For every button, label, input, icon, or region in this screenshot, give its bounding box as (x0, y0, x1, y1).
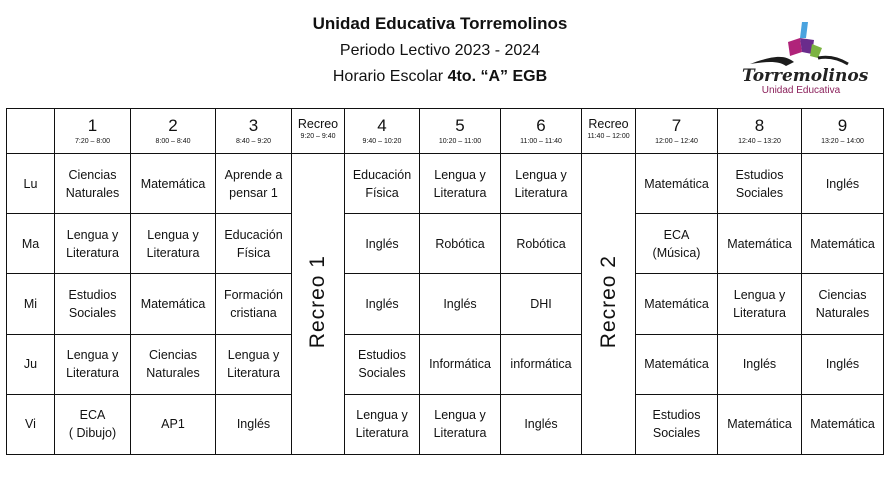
class-subject-line: Literatura (66, 245, 119, 260)
class-subject-line: Estudios (735, 167, 784, 182)
day-label: Lu (7, 154, 55, 214)
period-number: 5 (455, 116, 465, 136)
period-time: 8:00 – 8:40 (155, 138, 191, 146)
class-cell (131, 274, 216, 334)
class-cell (802, 334, 884, 394)
recess-label: Recreo 1 (306, 254, 329, 349)
day-row (7, 394, 884, 454)
class-subject-line: ECA (79, 408, 106, 423)
class-subject-line: Inglés (443, 297, 477, 312)
class-subject-line: Literatura (433, 185, 487, 200)
class-cell (55, 334, 131, 394)
class-cell (802, 154, 884, 214)
period-number: 6 (536, 116, 546, 136)
schedule-table (6, 108, 884, 455)
class-cell (216, 274, 292, 334)
class-subject-line: Lengua y (515, 167, 567, 182)
period-time: 12:00 – 12:40 (655, 138, 698, 146)
period-time: 13:20 – 14:00 (821, 138, 864, 146)
class-subject-line: Matemática (644, 176, 709, 191)
class-cell (501, 154, 582, 214)
class-subject-line: Educación (224, 227, 283, 242)
class-subject-line: Naturales (146, 366, 200, 381)
class-subject-line: Matemática (727, 236, 792, 251)
class-subject-line: Inglés (524, 417, 558, 432)
school-title: Unidad Educativa Torremolinos (312, 14, 568, 33)
recess-column (292, 154, 345, 455)
period-number: 3 (248, 116, 259, 136)
period-header (802, 109, 884, 154)
period-time: 11:00 – 11:40 (520, 138, 562, 146)
class-subject-line: Formación (223, 288, 284, 303)
period-time: 12:40 – 13:20 (738, 138, 781, 146)
class-subject-line: Matemática (810, 236, 875, 251)
day-label: Ju (7, 334, 55, 394)
class-cell (501, 214, 582, 274)
class-subject-line: Matemática (727, 417, 792, 432)
period-number: 2 (168, 116, 178, 136)
class-cell (636, 274, 718, 334)
period-header (582, 109, 636, 154)
period-header (718, 109, 802, 154)
document-header (0, 0, 890, 100)
period-time: 8:40 – 9:20 (235, 138, 272, 146)
class-subject-line: ECA (663, 227, 690, 242)
day-label: Ma (7, 214, 55, 274)
period-time: 9:40 – 10:20 (362, 138, 402, 146)
logo-emblem-icon (742, 18, 860, 70)
day-row (7, 154, 884, 214)
class-subject-line: Matemática (140, 176, 206, 191)
class-subject-line: Inglés (742, 357, 777, 372)
period-time: 9:20 – 9:40 (300, 133, 336, 141)
school-logo (742, 18, 869, 98)
class-subject-line: Ciencias (149, 348, 197, 363)
class-subject-line: pensar 1 (229, 185, 278, 200)
class-subject-line: DHI (530, 297, 552, 312)
school-period: Periodo Lectivo 2023 - 2024 (339, 42, 541, 59)
class-subject-line: Inglés (825, 176, 860, 191)
class-cell (55, 214, 131, 274)
class-subject-line: Literatura (733, 306, 786, 321)
recess-column (582, 154, 636, 455)
class-cell (636, 394, 718, 454)
class-subject-line: Educación (352, 167, 412, 182)
class-cell (216, 214, 292, 274)
class-subject-line: Sociales (735, 185, 784, 200)
class-subject-line: Lengua y (733, 288, 786, 303)
recess-label: Recreo 2 (596, 254, 620, 349)
class-cell (501, 274, 582, 334)
class-subject-line: Matemática (644, 297, 709, 312)
class-subject-line: Robótica (516, 236, 566, 251)
class-subject-line: ( Dibujo) (68, 426, 117, 441)
class-subject-line: Inglés (825, 357, 860, 372)
class-subject-line: Lengua y (434, 167, 486, 182)
period-number: 8 (754, 116, 765, 136)
class-cell (131, 334, 216, 394)
class-subject-line: Literatura (514, 185, 568, 200)
class-subject-line: Aprende a (224, 167, 283, 182)
class-cell (131, 394, 216, 454)
class-subject-line: Ciencias (68, 167, 117, 182)
class-cell (345, 334, 420, 394)
period-time: 10:20 – 11:00 (438, 138, 482, 146)
class-subject-line: Informática (429, 357, 491, 372)
class-subject-line: Inglés (236, 417, 271, 432)
class-cell (216, 154, 292, 214)
class-cell (718, 394, 802, 454)
period-number: 4 (377, 116, 387, 136)
class-cell (501, 334, 582, 394)
class-subject-line: informática (510, 357, 572, 372)
class-subject-line: Lengua y (434, 408, 486, 423)
class-subject-line: Naturales (815, 306, 870, 321)
schedule-prefix: Horario Escolar (332, 68, 448, 85)
class-subject-line: Inglés (365, 297, 399, 312)
logo-subtitle: Unidad Educativa (761, 85, 841, 96)
class-cell (216, 334, 292, 394)
period-time: 11:40 – 12:00 (587, 133, 630, 141)
class-subject-line: Inglés (365, 236, 399, 251)
class-cell (501, 394, 582, 454)
class-cell (345, 274, 420, 334)
recess-header-label: Recreo (297, 117, 339, 132)
day-row (7, 214, 884, 274)
class-subject-line: Ciencias (818, 288, 867, 303)
class-cell (131, 214, 216, 274)
class-cell (420, 334, 501, 394)
corner-cell (7, 109, 55, 154)
class-cell (420, 274, 501, 334)
class-cell (131, 154, 216, 214)
class-cell (216, 394, 292, 454)
class-subject-line: Matemática (140, 297, 206, 312)
class-cell (345, 394, 420, 454)
class-subject-line: Matemática (810, 417, 875, 432)
class-cell (55, 394, 131, 454)
period-number: 7 (671, 116, 682, 136)
class-subject-line: Estudios (68, 288, 117, 303)
logo-wordmark: Torremolinos (742, 66, 869, 86)
class-cell (345, 154, 420, 214)
class-cell (420, 394, 501, 454)
class-subject-line: Lengua y (66, 227, 119, 242)
period-number: 1 (87, 116, 98, 136)
class-cell (420, 154, 501, 214)
class-cell (636, 334, 718, 394)
class-cell (718, 154, 802, 214)
class-subject-line: Estudios (358, 348, 406, 363)
period-header (636, 109, 718, 154)
day-label: Vi (7, 394, 55, 454)
period-header (216, 109, 292, 154)
class-cell (718, 214, 802, 274)
class-cell (345, 214, 420, 274)
period-header (501, 109, 582, 154)
class-subject-line: Sociales (652, 426, 701, 441)
class-cell (636, 214, 718, 274)
class-cell (718, 334, 802, 394)
class-subject-line: (Música) (652, 245, 701, 260)
class-subject-line: Literatura (227, 366, 280, 381)
class-subject-line: AP1 (161, 417, 185, 432)
period-time: 7:20 – 8:00 (74, 138, 111, 146)
class-cell (55, 154, 131, 214)
class-cell (636, 154, 718, 214)
day-label: Mi (7, 274, 55, 334)
class-subject-line: cristiana (230, 306, 277, 321)
class-subject-line: Sociales (68, 306, 117, 321)
class-cell (420, 214, 501, 274)
class-subject-line: Física (236, 245, 271, 260)
class-subject-line: Sociales (358, 366, 406, 381)
class-subject-line: Lengua y (356, 408, 408, 423)
period-header (420, 109, 501, 154)
class-subject-line: Estudios (652, 408, 701, 423)
period-number: 9 (837, 116, 848, 136)
schedule-grade: 4to. “A” EGB (447, 68, 548, 85)
class-subject-line: Lengua y (147, 227, 199, 242)
class-cell (802, 274, 884, 334)
class-subject-line: Literatura (66, 366, 119, 381)
class-subject-line: Naturales (65, 185, 120, 200)
class-subject-line: Lengua y (227, 348, 280, 363)
class-cell (55, 274, 131, 334)
class-cell (718, 274, 802, 334)
class-subject-line: Matemática (644, 357, 709, 372)
class-subject-line: Literatura (146, 245, 200, 260)
class-subject-line: Física (365, 185, 399, 200)
period-header (345, 109, 420, 154)
period-header (131, 109, 216, 154)
class-subject-line: Literatura (433, 426, 487, 441)
class-subject-line: Lengua y (66, 348, 119, 363)
class-cell (802, 214, 884, 274)
day-row (7, 334, 884, 394)
period-header (292, 109, 345, 154)
class-cell (802, 394, 884, 454)
class-subject-line: Robótica (435, 236, 485, 251)
class-subject-line: Literatura (355, 426, 409, 441)
header-row (7, 109, 884, 154)
day-row (7, 274, 884, 334)
recess-header-label: Recreo (588, 117, 629, 132)
period-header (55, 109, 131, 154)
